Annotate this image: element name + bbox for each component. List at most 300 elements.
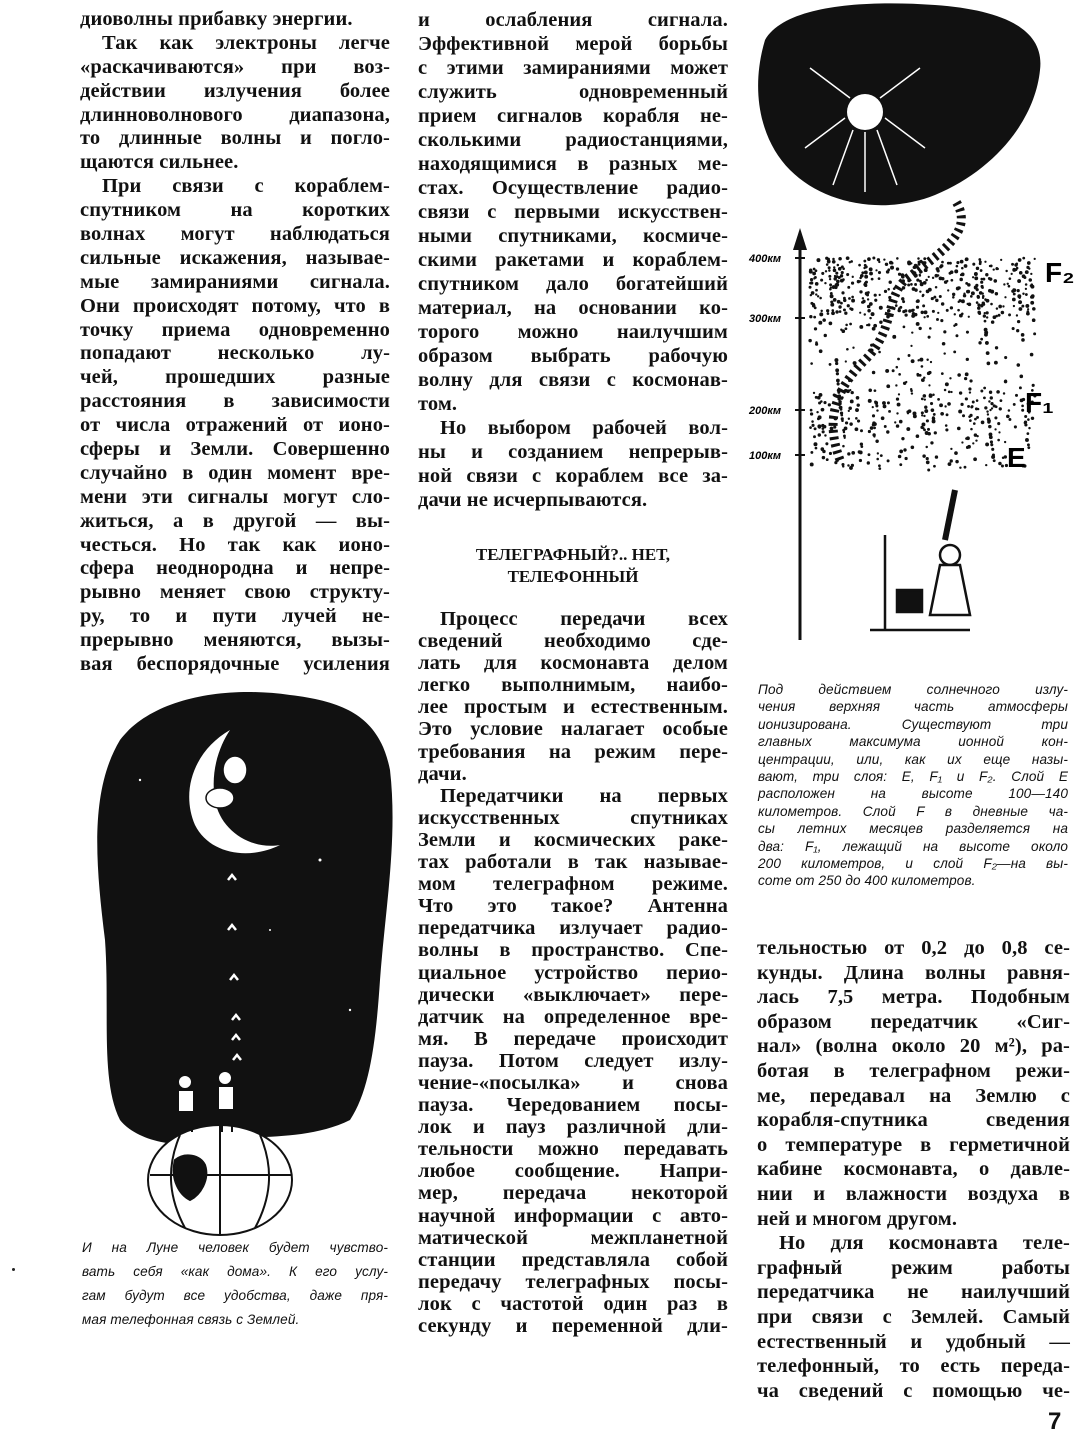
text-line: вая беспорядочные усиления: [80, 653, 390, 676]
particle-dot: [946, 309, 949, 312]
text-line: соте от 250 до 400 километров.: [758, 873, 976, 889]
particle-dot: [836, 280, 840, 284]
text-line: мя. В передаче происходит: [418, 1027, 728, 1050]
ionosphere-caption: [758, 681, 1068, 890]
particle-dot: [847, 304, 850, 307]
particle-dot: [924, 406, 927, 409]
particle-dot: [1030, 285, 1032, 287]
particle-dot: [1003, 392, 1005, 394]
particle-dot: [995, 292, 998, 295]
particle-dot: [849, 422, 852, 425]
particle-dot: [1014, 425, 1017, 428]
particle-dot: [966, 290, 969, 293]
particle-dot: [916, 306, 919, 309]
particle-dot: [1026, 266, 1029, 269]
particle-dot: [937, 312, 939, 314]
particle-dot: [833, 277, 836, 280]
particle-dot: [907, 261, 911, 265]
particle-dot: [1034, 258, 1036, 260]
particle-dot: [919, 290, 921, 292]
particle-dot: [859, 325, 863, 329]
text-line: Эффективной мерой борьбы: [418, 33, 728, 55]
text-line: материал, на основании ко-: [418, 297, 728, 319]
text-line: гам будут все удобства, даже пря-: [82, 1288, 388, 1303]
particle-dot: [833, 266, 835, 268]
particle-dot: [833, 298, 837, 302]
particle-dot: [1004, 441, 1006, 443]
particle-dot: [811, 420, 814, 423]
particle-dot: [813, 435, 816, 438]
particle-dot: [972, 401, 975, 404]
particle-dot: [892, 369, 895, 372]
particle-dot: [846, 348, 849, 351]
particle-dot: [904, 309, 907, 312]
text-line: расположен на высоте 100—140: [758, 786, 1068, 802]
particle-dot: [834, 275, 836, 277]
particle-dot: [949, 377, 951, 379]
particle-dot: [851, 451, 855, 455]
particle-dot: [960, 260, 964, 264]
text-line: тельности можно передавать: [418, 1138, 728, 1161]
text-line: лок с частотой один раз в: [418, 1292, 728, 1315]
text-line: волны в пространство. Спе-: [418, 939, 728, 962]
particle-dot: [1025, 304, 1029, 308]
particle-dot: [809, 426, 812, 429]
particle-dot: [989, 391, 992, 394]
altitude-label-400: 400км: [749, 253, 782, 265]
particle-dot: [873, 422, 877, 426]
particle-dot: [998, 462, 1002, 466]
particle-dot: [896, 257, 899, 260]
particle-dot: [996, 390, 1000, 394]
particle-dot: [868, 388, 872, 392]
particle-dot: [872, 414, 875, 417]
particle-dot: [843, 431, 845, 433]
particle-dot: [816, 411, 818, 413]
particle-dot: [974, 286, 978, 290]
particle-dot: [971, 291, 975, 295]
particle-dot: [876, 409, 878, 411]
particle-dot: [1028, 427, 1030, 429]
particle-dot: [895, 384, 897, 386]
particle-dot: [904, 457, 907, 460]
particle-dot: [947, 262, 950, 265]
particle-dot: [833, 269, 837, 273]
particle-dot: [979, 262, 982, 265]
text-line: действии излучения более: [80, 79, 390, 102]
particle-dot: [810, 463, 814, 467]
particle-dot: [944, 389, 947, 392]
section-heading-line-2: ТЕЛЕФОННЫЙ: [507, 567, 639, 586]
particle-dot: [810, 362, 813, 365]
particle-dot: [821, 272, 824, 275]
particle-dot: [952, 293, 955, 296]
particle-dot: [875, 404, 878, 407]
particle-dot: [812, 272, 816, 276]
text-line: волну для связи с космонав-: [418, 369, 728, 391]
particle-dot: [849, 389, 851, 391]
particle-dot: [927, 432, 931, 436]
particle-dot: [867, 305, 871, 309]
particle-dot: [859, 290, 862, 293]
particle-dot: [965, 282, 968, 285]
particle-dot: [868, 323, 871, 326]
particle-dot: [980, 390, 983, 393]
particle-dot: [826, 309, 829, 312]
particle-dot: [1029, 278, 1032, 281]
particle-dot: [983, 397, 986, 400]
particle-dot: [1021, 333, 1025, 337]
particle-dot: [1011, 263, 1014, 266]
text-line: Так как электроны легче: [102, 31, 390, 54]
particle-dot: [1024, 422, 1026, 424]
particle-dot: [843, 308, 846, 311]
text-line: два: F₁, лежащий на высоте около: [758, 838, 1068, 854]
particle-dot: [901, 297, 904, 300]
text-line: дически «выключает» пере-: [418, 983, 728, 1006]
text-line: о температуре в герметичной: [757, 1133, 1070, 1156]
particle-dot: [1027, 418, 1030, 421]
particle-dot: [936, 267, 940, 271]
particle-dot: [899, 450, 903, 454]
particle-dot: [935, 286, 938, 289]
particle-dot: [848, 418, 850, 420]
particle-dot: [981, 292, 983, 294]
particle-dot: [961, 273, 965, 277]
particle-dot: [904, 313, 907, 316]
particle-dot: [935, 455, 938, 458]
particle-dot: [894, 421, 896, 423]
particle-dot: [828, 269, 830, 271]
particle-dot: [921, 311, 924, 314]
text-line: скими ракетами и кораблем-: [418, 249, 728, 271]
text-line: главных максимума ионной кон-: [758, 734, 1068, 750]
particle-dot: [831, 311, 835, 315]
particle-dot: [838, 267, 842, 271]
particle-dot: [869, 272, 873, 276]
particle-dot: [874, 299, 877, 302]
particle-dot: [869, 267, 873, 271]
particle-dot: [832, 258, 835, 261]
particle-dot: [993, 459, 996, 462]
particle-dot: [867, 257, 871, 261]
text-line: передатчика не наилучший: [757, 1281, 1070, 1304]
particle-dot: [995, 405, 998, 408]
particle-dot: [972, 442, 974, 444]
text-line: прерывно меняются, вызы-: [80, 629, 390, 652]
text-line: тах работали в так называе-: [418, 851, 728, 874]
particle-dot: [910, 389, 913, 392]
altitude-label-100: 100км: [749, 450, 782, 462]
particle-dot: [959, 391, 962, 394]
particle-dot: [954, 269, 958, 273]
particle-dot: [953, 350, 956, 353]
particle-dot: [977, 306, 981, 310]
particle-dot: [969, 379, 972, 382]
particle-dot: [923, 316, 925, 318]
text-line: вают, три слоя: E, F₁ и F₂. Слой E: [758, 768, 1068, 784]
particle-dot: [922, 294, 925, 297]
particle-dot: [833, 426, 836, 429]
particle-dot: [815, 269, 818, 272]
particle-dot: [842, 278, 845, 281]
particle-dot: [819, 349, 823, 353]
particle-dot: [911, 359, 915, 363]
particle-dot: [924, 399, 926, 401]
particle-dot: [918, 327, 921, 330]
particle-dot: [880, 454, 883, 457]
particle-dot: [1012, 327, 1015, 330]
particle-dot: [845, 421, 848, 424]
text-line: сфера неоднородна и непре-: [80, 557, 390, 580]
particle-dot: [842, 465, 844, 467]
particle-dot: [933, 413, 936, 416]
particle-dot: [952, 296, 955, 299]
moon-illustration-caption: [82, 1236, 388, 1332]
text-line: передатчика излучает радио-: [418, 917, 728, 940]
particle-dot: [814, 306, 817, 309]
particle-dot: [921, 411, 924, 414]
text-line: ионизирована. Существуют три: [758, 716, 1068, 732]
particle-dot: [1025, 288, 1027, 290]
particle-dot: [959, 466, 961, 468]
particle-dot: [850, 308, 853, 311]
particle-dot: [849, 323, 852, 326]
text-line: искусственных спутниках: [418, 806, 728, 829]
particle-dot: [813, 442, 817, 446]
particle-dot: [1012, 298, 1016, 302]
text-line: легко выполнимым, наибо-: [418, 674, 728, 697]
particle-dot: [945, 382, 949, 386]
particle-dot: [922, 304, 925, 307]
particle-dot: [998, 431, 1000, 433]
particle-dot: [852, 347, 854, 349]
particle-dot: [810, 409, 813, 412]
particle-dot: [991, 320, 995, 324]
particle-dot: [984, 333, 988, 337]
text-line: щаются сильнее.: [80, 151, 239, 174]
text-line: мер, передача некоторой: [418, 1182, 728, 1205]
particle-dot: [1019, 386, 1022, 389]
text-line: сферы и Земли. Совершенно: [80, 438, 390, 461]
particle-dot: [985, 341, 989, 345]
particle-dot: [873, 426, 876, 429]
particle-dot: [1022, 293, 1024, 295]
particle-dot: [847, 452, 850, 455]
particle-dot: [809, 282, 812, 285]
moon-illustration: [80, 680, 400, 1240]
text-line: спутником дало богатейший: [418, 273, 728, 295]
particle-dot: [864, 275, 868, 279]
particle-dot: [899, 463, 902, 466]
particle-dot: [977, 296, 980, 299]
particle-dot: [984, 261, 986, 263]
particle-dot: [885, 263, 888, 266]
text-line: Передатчики на первых: [440, 784, 728, 807]
text-line: ными спутниками, космиче-: [418, 225, 728, 247]
particle-dot: [878, 261, 880, 263]
particle-dot: [913, 414, 917, 418]
particle-dot: [815, 293, 817, 295]
particle-dot: [810, 451, 813, 454]
particle-dot: [930, 441, 933, 444]
particle-dot: [926, 457, 929, 460]
text-line: пауза. Чередованием посы-: [418, 1094, 728, 1117]
axis-arrow-icon: [793, 228, 807, 250]
particle-dot: [946, 280, 948, 282]
particle-dot: [829, 363, 832, 366]
text-line: Процесс передачи всех: [440, 608, 728, 630]
particle-dot: [922, 454, 925, 457]
particle-dot: [984, 312, 986, 314]
particle-dot: [923, 281, 927, 285]
particle-dot: [933, 296, 936, 299]
particle-dot: [1018, 300, 1022, 304]
particle-dot: [957, 373, 961, 377]
particle-dot: [994, 428, 996, 430]
particle-dot: [1030, 273, 1032, 275]
particle-dot: [851, 296, 854, 299]
particle-dot: [911, 331, 913, 333]
particle-dot: [826, 263, 829, 266]
particle-dot: [966, 358, 969, 361]
particle-dot: [973, 457, 977, 461]
particle-dot: [1013, 288, 1017, 292]
particle-dot: [943, 352, 945, 354]
particle-dot: [907, 284, 910, 287]
particle-dot: [830, 287, 832, 289]
particle-dot: [841, 419, 844, 422]
particle-dot: [838, 305, 841, 308]
text-line: датчик на определенное вре-: [418, 1005, 728, 1028]
layer-label-e: E: [1007, 442, 1026, 473]
particle-dot: [989, 277, 992, 280]
particle-dot: [968, 387, 971, 390]
particle-dot: [816, 258, 820, 262]
particle-dot: [931, 408, 935, 412]
particle-dot: [980, 269, 983, 272]
particle-dot: [813, 277, 815, 279]
particle-dot: [867, 298, 869, 300]
particle-dot: [1007, 283, 1009, 285]
particle-dot: [964, 466, 967, 469]
text-line: связи с первыми искусствен-: [418, 201, 728, 223]
particle-dot: [840, 274, 843, 277]
particle-dot: [992, 453, 995, 456]
particle-dot: [985, 442, 989, 446]
particle-dot: [916, 322, 920, 326]
text-line: ме, передавал на Землю с: [757, 1084, 1070, 1107]
particle-dot: [826, 458, 829, 461]
particle-dot: [886, 384, 890, 388]
night-sky-shape: [97, 692, 392, 1145]
particle-dot: [834, 358, 838, 362]
particle-dot: [921, 422, 925, 426]
particle-dot: [977, 311, 980, 314]
particle-dot: [983, 387, 986, 390]
text-line: мом телеграфном режиме.: [418, 873, 728, 896]
particle-dot: [969, 391, 971, 393]
text-line: мая телефонная связь с Землей.: [82, 1312, 300, 1327]
particle-dot: [928, 384, 930, 386]
particle-dot: [878, 464, 881, 467]
text-line: с этими замираниями может: [418, 57, 728, 79]
altitude-label-200: 200км: [749, 405, 782, 417]
particle-dot: [817, 295, 819, 297]
particle-dot: [950, 448, 952, 450]
text-line: 200 километров, и слой F₂—на вы-: [758, 855, 1068, 871]
text-line: сведений необходимо сде-: [418, 630, 728, 653]
particle-dot: [1000, 399, 1003, 402]
particle-dot: [914, 288, 917, 291]
particle-dot: [813, 316, 816, 319]
particle-dot: [871, 278, 874, 281]
particle-dot: [828, 403, 831, 406]
text-line: волнах могут наблюдаться: [80, 223, 390, 246]
particle-dot: [961, 441, 963, 443]
particle-dot: [848, 410, 850, 412]
particle-dot: [1004, 296, 1006, 298]
particle-dot: [950, 459, 953, 462]
particle-dot: [935, 299, 938, 302]
particle-dot: [936, 318, 939, 321]
particle-dot: [901, 437, 904, 440]
text-line: секунду и переменной дли-: [418, 1315, 728, 1337]
particle-dot: [917, 257, 920, 260]
particle-dot: [1004, 356, 1007, 359]
ionized-particles: [808, 256, 1036, 471]
particle-dot: [968, 303, 972, 307]
particle-dot: [991, 407, 993, 409]
particle-dot: [976, 399, 979, 402]
text-line: попадают несколько лу-: [80, 342, 390, 365]
particle-dot: [860, 443, 863, 446]
particle-dot: [819, 393, 823, 397]
text-line: образом выбрать рабочую: [418, 345, 728, 367]
particle-dot: [990, 264, 993, 267]
text-line: пауза. Потом следует излу-: [418, 1049, 728, 1072]
particle-dot: [947, 402, 951, 406]
particle-dot: [970, 428, 973, 431]
text-line: Это условие налагает особые: [418, 718, 728, 741]
particle-dot: [824, 334, 827, 337]
particle-dot: [932, 310, 935, 313]
text-line: научной информации с авто-: [418, 1204, 728, 1227]
particle-dot: [889, 281, 892, 284]
text-line: корабля-спутника сведения: [757, 1109, 1070, 1132]
particle-dot: [815, 396, 818, 399]
particle-dot: [911, 392, 913, 394]
particle-dot: [923, 257, 926, 260]
particle-dot: [956, 287, 960, 291]
particle-dot: [863, 260, 866, 263]
text-line: сильные искажения, называе-: [80, 246, 390, 269]
particle-dot: [921, 414, 923, 416]
particle-dot: [861, 271, 864, 274]
layer-label-f2: F₂: [1045, 257, 1075, 288]
particle-dot: [864, 282, 867, 285]
particle-dot: [899, 306, 902, 309]
astronomer-icon: [870, 490, 970, 630]
particle-dot: [820, 400, 823, 403]
particle-dot: [819, 312, 823, 316]
particle-dot: [1025, 270, 1029, 274]
particle-dot: [829, 322, 833, 326]
globe-icon: [148, 1125, 292, 1235]
particle-dot: [836, 379, 840, 383]
particle-dot: [874, 294, 877, 297]
particle-dot: [891, 262, 894, 265]
